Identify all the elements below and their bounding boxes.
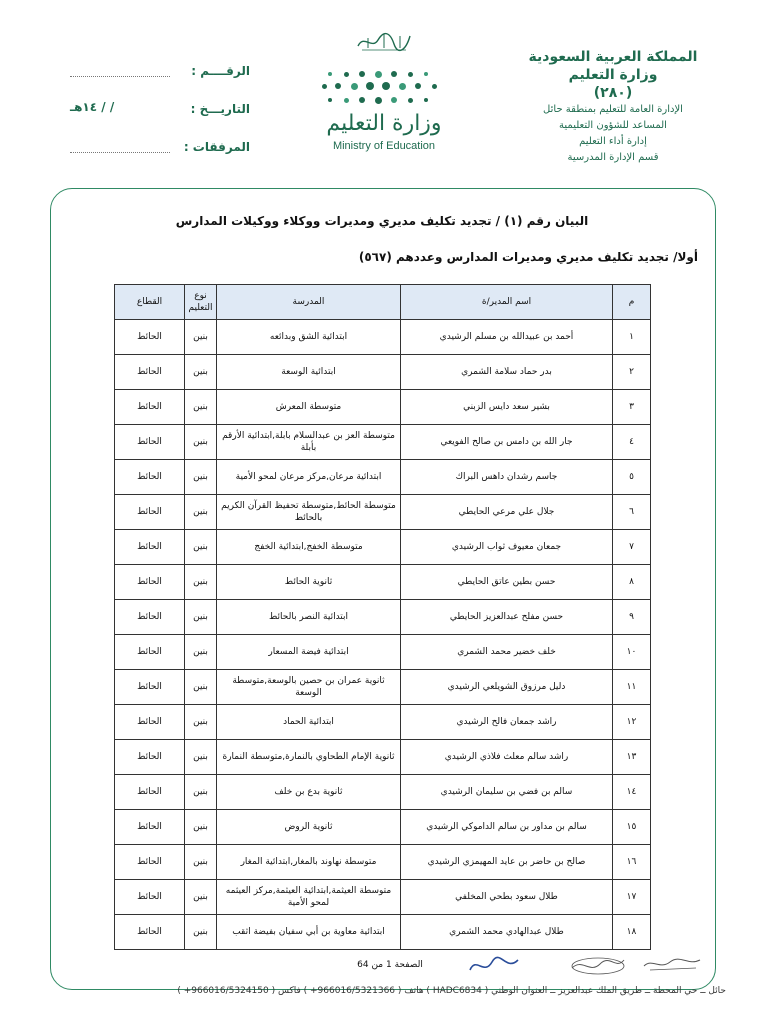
row-type: بنين: [185, 320, 217, 355]
row-name: سالم بن مداور بن سالم الداموكي الرشيدي: [401, 810, 613, 845]
row-school: متوسطة العز بن عبدالسلام بابلة,ابتدائية الأرقم بأبلة: [217, 425, 401, 460]
row-school: ابتدائية النصر بالحائط: [217, 600, 401, 635]
row-type: بنين: [185, 845, 217, 880]
row-sector: الحائط: [115, 390, 185, 425]
logo-dot: [328, 98, 332, 102]
row-name: راشد سالم معلث فلاذي الرشيدي: [401, 740, 613, 775]
header-no: م: [613, 285, 651, 320]
reference-fields: [70, 60, 250, 174]
table-row: [115, 460, 651, 495]
row-name: طلال سعود بطحي المخلفي: [401, 880, 613, 915]
row-type: بنين: [185, 635, 217, 670]
logo-dot: [391, 71, 397, 77]
logo-dot: [408, 98, 413, 103]
row-sector: الحائط: [115, 915, 185, 950]
row-name: صالح بن حاضر بن عايد المهيمزي الرشيدي: [401, 845, 613, 880]
row-no: ١: [613, 320, 651, 355]
row-no: ٧: [613, 530, 651, 565]
logo-dot: [344, 72, 349, 77]
table-row: [115, 775, 651, 810]
logo-dot: [399, 83, 406, 90]
row-no: ٩: [613, 600, 651, 635]
table-row: [115, 530, 651, 565]
row-sector: الحائط: [115, 530, 185, 565]
logo-dot: [351, 83, 358, 90]
row-sector: الحائط: [115, 565, 185, 600]
row-sector: الحائط: [115, 845, 185, 880]
number-label: الرقــــم :: [191, 64, 250, 78]
row-no: ١١: [613, 670, 651, 705]
attachments-field: [70, 136, 250, 174]
row-school: ابتدائية الحماد: [217, 705, 401, 740]
logo-dot: [366, 82, 374, 90]
page-number: الصفحة 1 من 64: [357, 960, 423, 970]
row-no: ١٤: [613, 775, 651, 810]
logo-dot: [335, 83, 341, 89]
row-type: بنين: [185, 390, 217, 425]
row-sector: الحائط: [115, 810, 185, 845]
table-row: [115, 845, 651, 880]
table-row: [115, 880, 651, 915]
table-row: [115, 355, 651, 390]
row-no: ٥: [613, 460, 651, 495]
logo-dot: [424, 72, 428, 76]
row-type: بنين: [185, 915, 217, 950]
row-type: بنين: [185, 565, 217, 600]
table-row: [115, 425, 651, 460]
row-school: ثانوية بدع بن خلف: [217, 775, 401, 810]
row-name: جار الله بن دامس بن صالح الفويعي: [401, 425, 613, 460]
row-school: ثانوية الحائط: [217, 565, 401, 600]
ministry-logo-arabic: وزارة التعليم: [326, 111, 442, 136]
document-subtitle: أولا/ تجديد تكليف مديري ومديرات المدارس وعددهم (٥٦٧): [358, 250, 698, 264]
row-sector: الحائط: [115, 600, 185, 635]
row-no: ١٧: [613, 880, 651, 915]
assignments-table: [114, 284, 651, 950]
header-type: نوع التعليم: [185, 285, 217, 320]
logo-dot: [322, 84, 327, 89]
header-sector: القطاع: [115, 285, 185, 320]
table-row: [115, 635, 651, 670]
row-no: ١٦: [613, 845, 651, 880]
row-no: ٤: [613, 425, 651, 460]
row-no: ٨: [613, 565, 651, 600]
table-row: [115, 600, 651, 635]
row-sector: الحائط: [115, 460, 185, 495]
logo-dot: [408, 72, 413, 77]
row-type: بنين: [185, 600, 217, 635]
institution-line-1: الإدارة العامة للتعليم بمنطقة حائل: [543, 104, 683, 115]
row-no: ١٣: [613, 740, 651, 775]
row-school: متوسطة العيثمة,ابتدائية العيثمة,مركز العيثمه لمحو الأمية: [217, 880, 401, 915]
date-label: التاريـــخ :: [190, 102, 250, 116]
table-row: [115, 705, 651, 740]
footer-address: حائل ــ حي المحطة ــ طريق الملك عبدالعزيز ــ العنوان الوطني ( HADC6834 ) هاتف ( 966016/5321366+ ) فاكس ( 966016/5324150+ ): [177, 986, 726, 996]
signature-2: [568, 954, 628, 976]
row-sector: الحائط: [115, 705, 185, 740]
header-school: المدرسة: [217, 285, 401, 320]
row-sector: الحائط: [115, 425, 185, 460]
row-name: دليل مرزوق الشويلعي الرشيدي: [401, 670, 613, 705]
row-type: بنين: [185, 810, 217, 845]
number-line: [70, 76, 170, 77]
row-no: ٣: [613, 390, 651, 425]
institution-line-4: قسم الإدارة المدرسية: [567, 152, 659, 163]
table-header-row: [115, 285, 651, 320]
signature-3: [640, 952, 704, 974]
row-sector: الحائط: [115, 670, 185, 705]
row-type: بنين: [185, 705, 217, 740]
ministry-name: وزارة التعليم: [568, 67, 658, 83]
row-sector: الحائط: [115, 355, 185, 390]
row-school: متوسطة الحائط,متوسطة تحفيظ القرآن الكريم بالحائط: [217, 495, 401, 530]
country-name: المملكة العربية السعودية: [528, 49, 698, 65]
row-school: ابتدائية معاوية بن أبي سفيان بفيضة اثقب: [217, 915, 401, 950]
row-no: ٦: [613, 495, 651, 530]
institution-block: [498, 48, 728, 166]
row-school: متوسطة المعرش: [217, 390, 401, 425]
ministry-logo-icon: [320, 66, 444, 106]
row-no: ١٠: [613, 635, 651, 670]
row-type: بنين: [185, 880, 217, 915]
table-row: [115, 390, 651, 425]
row-sector: الحائط: [115, 635, 185, 670]
row-no: ١٨: [613, 915, 651, 950]
institution-line-3: إدارة أداء التعليم: [579, 136, 647, 147]
date-field: [70, 98, 250, 136]
row-type: بنين: [185, 495, 217, 530]
logo-dot: [359, 97, 365, 103]
row-name: راشد جمعان فالح الرشيدي: [401, 705, 613, 740]
logo-dot: [382, 82, 390, 90]
row-name: بدر حماد سلامة الشمري: [401, 355, 613, 390]
table-row: [115, 565, 651, 600]
row-sector: الحائط: [115, 775, 185, 810]
number-field: [70, 60, 250, 98]
signature-1: [466, 952, 522, 978]
table-row: [115, 495, 651, 530]
row-name: أحمد بن عبيدالله بن مسلم الرشيدي: [401, 320, 613, 355]
document-title: البيان رقم (١) / تجديد تكليف مديري ومديرات ووكلاء ووكيلات المدارس: [175, 214, 589, 228]
row-name: حسن مفلح عبدالعزيز الحايطي: [401, 600, 613, 635]
attachments-line: [70, 152, 170, 153]
row-school: متوسطة الخفج,ابتدائية الخفج: [217, 530, 401, 565]
header-name: اسم المدير/ة: [401, 285, 613, 320]
row-sector: الحائط: [115, 320, 185, 355]
row-type: بنين: [185, 530, 217, 565]
row-school: ثانوية الإمام الطحاوي بالنمارة,متوسطة النمارة: [217, 740, 401, 775]
row-name: خلف خضير محمد الشمري: [401, 635, 613, 670]
logo-dot: [359, 71, 365, 77]
row-name: حسن بطين عاتق الحايطي: [401, 565, 613, 600]
table-row: [115, 740, 651, 775]
logo-dot: [432, 84, 437, 89]
attachments-label: المرفقات :: [183, 140, 250, 154]
row-type: بنين: [185, 425, 217, 460]
row-sector: الحائط: [115, 880, 185, 915]
row-name: سالم بن فضي بن سليمان الرشيدي: [401, 775, 613, 810]
institution-code: (٢٨٠): [593, 85, 633, 101]
logo-dot: [344, 98, 349, 103]
table-row: [115, 915, 651, 950]
row-type: بنين: [185, 740, 217, 775]
row-school: ابتدائية الشق وبدائعه: [217, 320, 401, 355]
row-sector: الحائط: [115, 495, 185, 530]
row-type: بنين: [185, 460, 217, 495]
row-name: جمعان معيوف ثواب الرشيدي: [401, 530, 613, 565]
table-row: [115, 810, 651, 845]
row-name: بشير سعد دايس الزبني: [401, 390, 613, 425]
basmala-calligraphy-icon: [354, 28, 414, 54]
row-name: جلال علي مرعي الحايطي: [401, 495, 613, 530]
row-type: بنين: [185, 355, 217, 390]
row-school: ابتدائية فيضة المسعار: [217, 635, 401, 670]
logo-dot: [415, 83, 421, 89]
ministry-logo-english: Ministry of Education: [332, 140, 436, 152]
row-school: متوسطة نهاوند بالمغار,ابتدائية المغار: [217, 845, 401, 880]
row-school: ثانوية عمران بن حصين بالوسعة,متوسطة الوسعة: [217, 670, 401, 705]
table-row: [115, 670, 651, 705]
row-school: ثانوية الروض: [217, 810, 401, 845]
row-type: بنين: [185, 670, 217, 705]
row-sector: الحائط: [115, 740, 185, 775]
institution-line-2: المساعد للشؤون التعليمية: [559, 120, 667, 131]
row-school: ابتدائية الوسعة: [217, 355, 401, 390]
row-no: ٢: [613, 355, 651, 390]
logo-dot: [424, 98, 428, 102]
logo-dot: [375, 71, 382, 78]
row-school: ابتدائية مرعان,مركز مرعان لمحو الأمية: [217, 460, 401, 495]
row-name: طلال عبدالهادي محمد الشمري: [401, 915, 613, 950]
row-name: جاسم رشدان داهس البراك: [401, 460, 613, 495]
logo-dot: [391, 97, 397, 103]
date-value: / / ١٤هـ: [70, 100, 115, 114]
logo-dot: [328, 72, 332, 76]
logo-dot: [375, 97, 382, 104]
row-no: ١٥: [613, 810, 651, 845]
table-row: [115, 320, 651, 355]
row-no: ١٢: [613, 705, 651, 740]
row-type: بنين: [185, 775, 217, 810]
